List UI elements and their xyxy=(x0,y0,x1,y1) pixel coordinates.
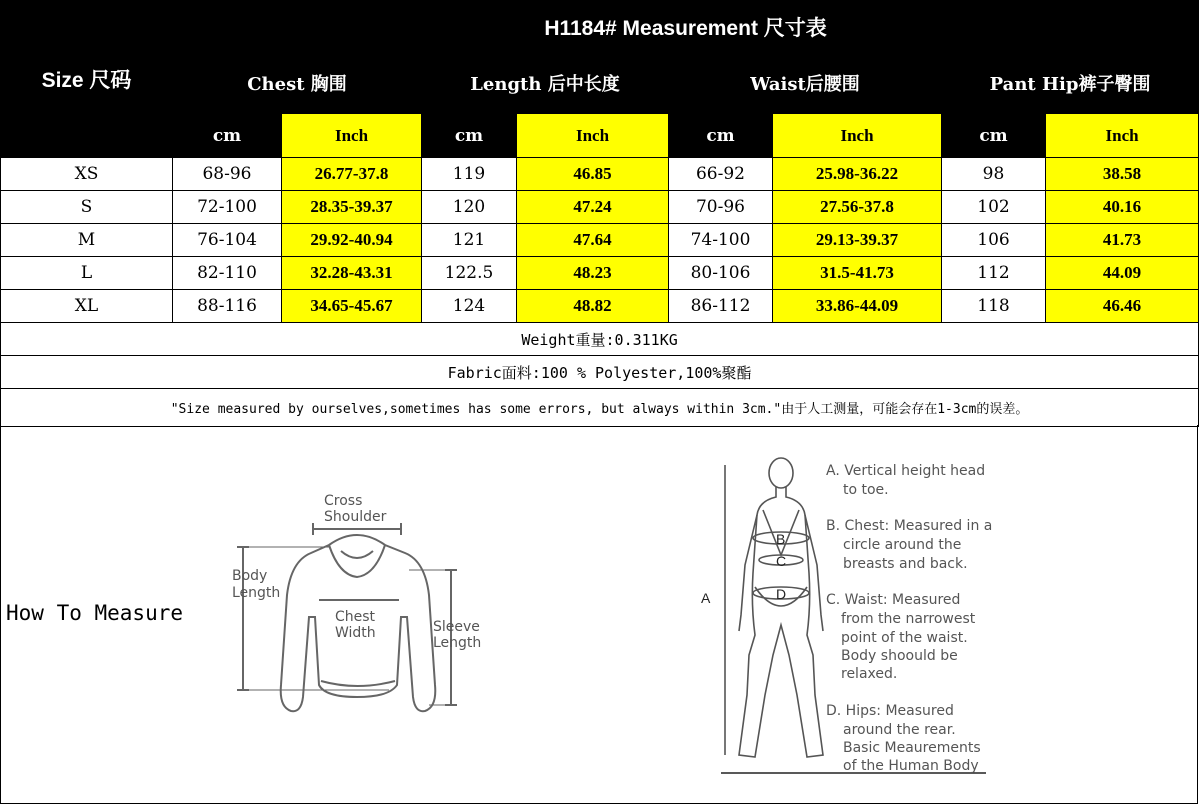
value-cell-inch: 27.56-37.8 xyxy=(773,191,942,224)
value-cell-inch: 25.98-36.22 xyxy=(773,158,942,191)
body-outline xyxy=(739,487,823,757)
note-b-line-1: B. Chest: Measured in a xyxy=(826,518,993,534)
value-cell: 124 xyxy=(422,290,517,323)
value-cell-inch: 47.64 xyxy=(517,224,669,257)
marker-b: B xyxy=(776,531,786,547)
disclaimer-note: "Size measured by ourselves,sometimes has some errors, but always within 3cm."由于人工测量，可能会存在1-3cm的误差。 xyxy=(1,389,1199,427)
unit-cm: cm xyxy=(422,114,517,158)
value-cell-inch: 46.85 xyxy=(517,158,669,191)
table-row xyxy=(1,257,1199,290)
value-cell-inch: 44.09 xyxy=(1046,257,1199,290)
value-cell: 74-100 xyxy=(669,224,773,257)
value-cell-inch: 47.24 xyxy=(517,191,669,224)
note-d-line-2: around the rear. xyxy=(843,722,956,738)
value-cell-inch: 33.86-44.09 xyxy=(773,290,942,323)
marker-a: A xyxy=(701,590,711,606)
value-cell-inch: 26.77-37.8 xyxy=(282,158,422,191)
value-cell: 82-110 xyxy=(173,257,282,290)
size-cell: L xyxy=(1,257,173,290)
group-header-waist: Waist后腰围 xyxy=(669,53,942,114)
body-label-1: Body xyxy=(232,568,268,584)
unit-cm: cm xyxy=(669,114,773,158)
note-b-line-3: breasts and back. xyxy=(843,556,968,572)
group-header-chest: Chest 胸围 xyxy=(173,53,422,114)
size-header: Size 尺码 xyxy=(1,1,173,158)
note-c-line-3: point of the waist. xyxy=(841,630,968,646)
group-header-length: Length 后中长度 xyxy=(422,53,669,114)
value-cell-inch: 31.5-41.73 xyxy=(773,257,942,290)
value-cell-inch: 48.23 xyxy=(517,257,669,290)
shoulder-label-2: Shoulder xyxy=(324,509,387,525)
value-cell: 76-104 xyxy=(173,224,282,257)
value-cell-inch: 40.16 xyxy=(1046,191,1199,224)
table-row xyxy=(1,290,1199,323)
value-cell: 86-112 xyxy=(669,290,773,323)
table-row xyxy=(1,224,1199,257)
value-cell-inch: 32.28-43.31 xyxy=(282,257,422,290)
body-label-2: Length xyxy=(232,585,281,601)
fabric-note: Fabric面料:100 % Polyester,100%聚酯 xyxy=(1,356,1199,389)
group-header-pant-hip: Pant Hip裤子臀围 xyxy=(942,53,1199,114)
unit-cm: cm xyxy=(173,114,282,158)
value-cell: 120 xyxy=(422,191,517,224)
how-to-measure-section xyxy=(0,425,1198,804)
size-cell: S xyxy=(1,191,173,224)
weight-note: Weight重量:0.311KG xyxy=(1,323,1199,356)
marker-d: D xyxy=(776,586,787,602)
note-d-line-4: of the Human Body xyxy=(843,758,979,774)
value-cell: 118 xyxy=(942,290,1046,323)
value-cell-inch: 28.35-39.37 xyxy=(282,191,422,224)
note-c-line-5: relaxed. xyxy=(841,666,898,682)
note-a-line-1: A. Vertical height head xyxy=(826,463,986,479)
value-cell-inch: 38.58 xyxy=(1046,158,1199,191)
unit-inch: Inch xyxy=(773,114,942,158)
unit-inch: Inch xyxy=(282,114,422,158)
body-diagram xyxy=(701,455,993,785)
sleeve-label-2: Length xyxy=(433,635,482,651)
sweater-diagram xyxy=(229,485,489,725)
how-to-measure-label: How To Measure xyxy=(6,601,184,625)
unit-cm: cm xyxy=(942,114,1046,158)
head-shape xyxy=(769,458,793,488)
value-cell: 66-92 xyxy=(669,158,773,191)
size-cell: XL xyxy=(1,290,173,323)
size-cell: XS xyxy=(1,158,173,191)
note-d-line-3: Basic Meaurements xyxy=(843,740,981,756)
note-b-line-2: circle around the xyxy=(843,537,962,553)
shoulder-label-1: Cross xyxy=(324,493,363,509)
value-cell-inch: 41.73 xyxy=(1046,224,1199,257)
value-cell: 68-96 xyxy=(173,158,282,191)
value-cell: 98 xyxy=(942,158,1046,191)
value-cell: 70-96 xyxy=(669,191,773,224)
value-cell: 80-106 xyxy=(669,257,773,290)
value-cell: 112 xyxy=(942,257,1046,290)
value-cell: 119 xyxy=(422,158,517,191)
chest-label-1: Chest xyxy=(335,609,376,625)
table-row xyxy=(1,191,1199,224)
value-cell: 72-100 xyxy=(173,191,282,224)
value-cell-inch: 34.65-45.67 xyxy=(282,290,422,323)
value-cell: 106 xyxy=(942,224,1046,257)
value-cell-inch: 46.46 xyxy=(1046,290,1199,323)
note-c-line-4: Body shoould be xyxy=(841,648,958,664)
note-c-line-2: from the narrowest xyxy=(841,611,976,627)
sleeve-label-1: Sleeve xyxy=(433,619,480,635)
value-cell: 88-116 xyxy=(173,290,282,323)
value-cell-inch: 48.82 xyxy=(517,290,669,323)
note-c-line-1: C. Waist: Measured xyxy=(826,592,961,608)
table-row xyxy=(1,158,1199,191)
value-cell: 122.5 xyxy=(422,257,517,290)
unit-inch: Inch xyxy=(517,114,669,158)
note-d-line-1: D. Hips: Measured xyxy=(826,703,954,719)
chart-title: H1184# Measurement 尺寸表 xyxy=(173,1,1199,53)
value-cell: 102 xyxy=(942,191,1046,224)
value-cell-inch: 29.92-40.94 xyxy=(282,224,422,257)
size-cell: M xyxy=(1,224,173,257)
chest-label-2: Width xyxy=(335,625,376,641)
unit-inch: Inch xyxy=(1046,114,1199,158)
value-cell: 121 xyxy=(422,224,517,257)
note-a-line-2: to toe. xyxy=(843,482,889,498)
value-cell-inch: 29.13-39.37 xyxy=(773,224,942,257)
marker-c: C xyxy=(776,553,787,569)
